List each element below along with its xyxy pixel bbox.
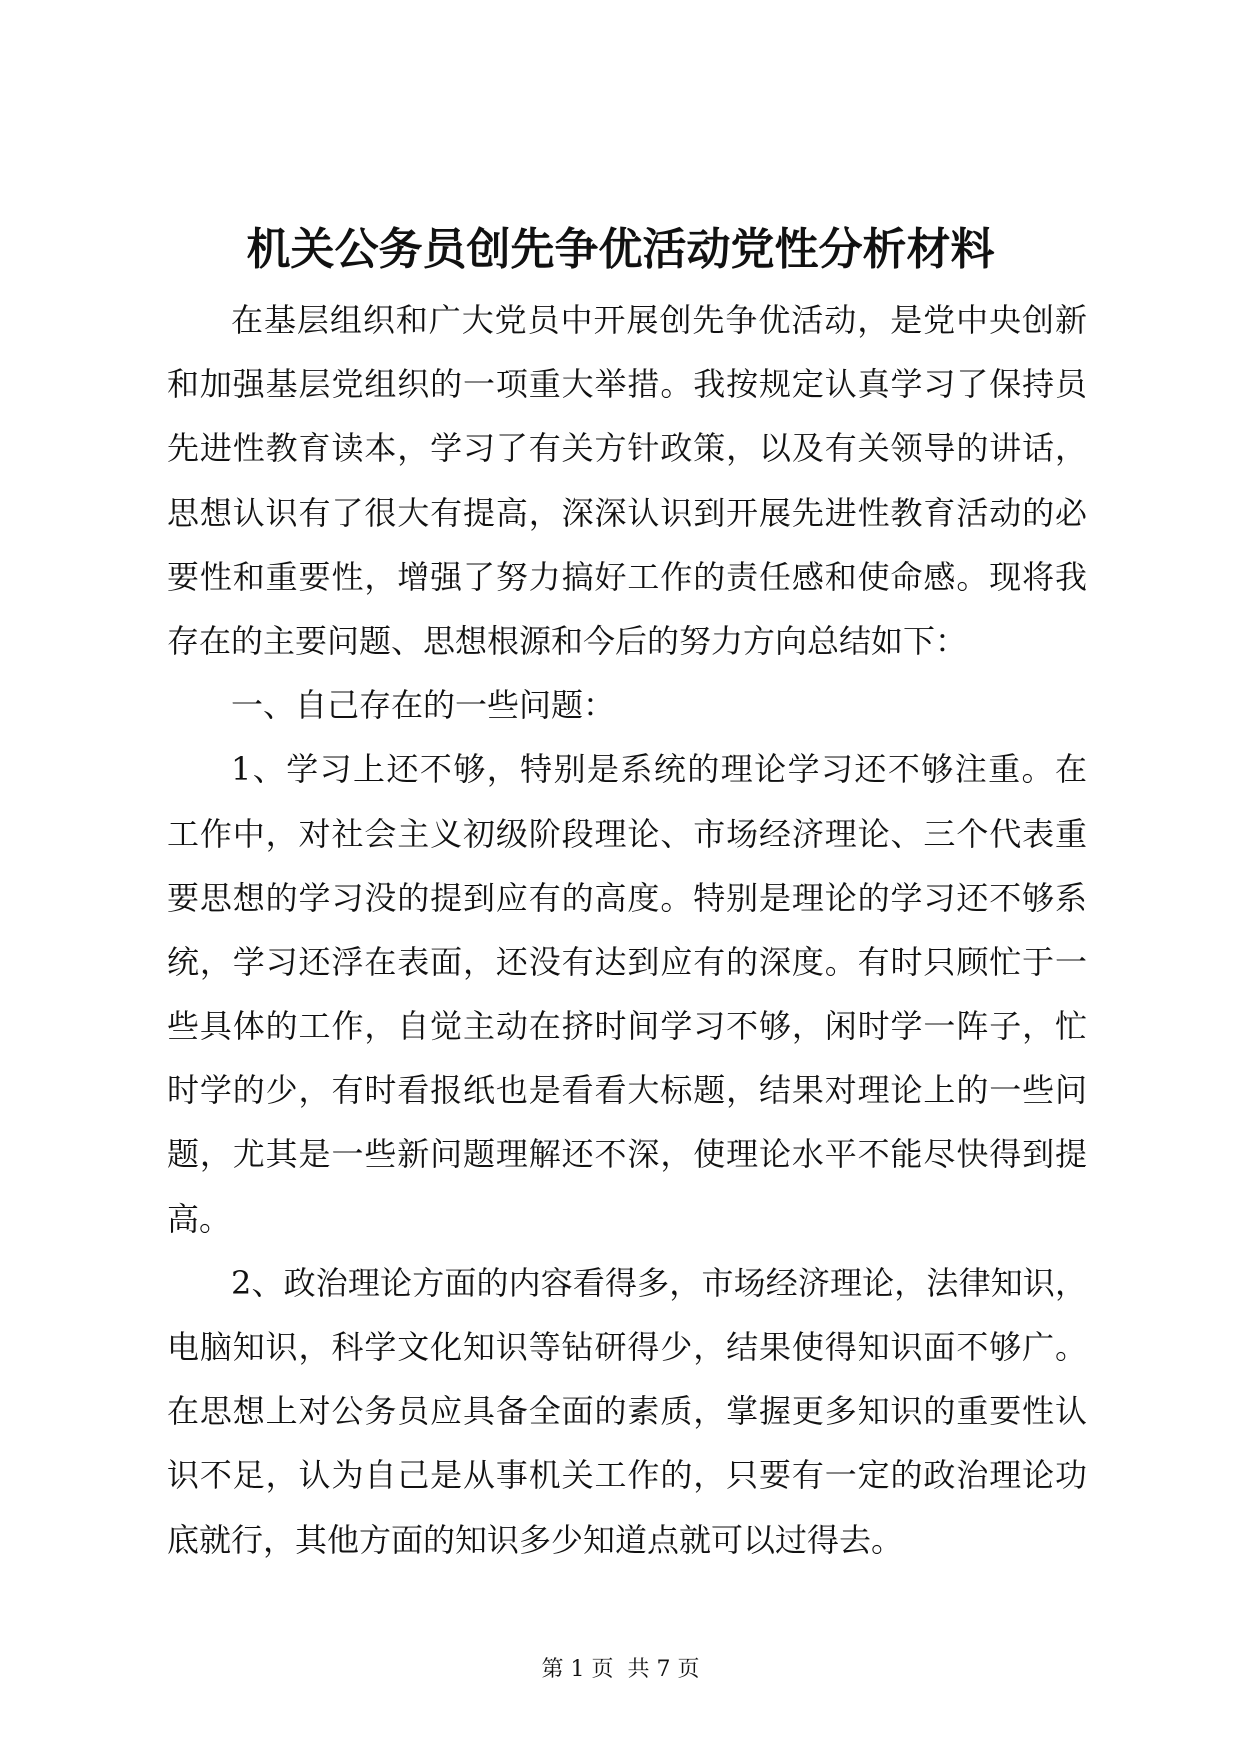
paragraph-line: 先进性教育读本，学习了有关方针政策，以及有关领导的讲话， [167,429,1087,468]
document-body [167,288,1087,1572]
paragraph-line: 底就行，其他方面的知识多少知道点就可以过得去。 [167,1520,904,1559]
paragraph-line: 思想认识有了很大有提高，深深认识到开展先进性教育活动的必 [167,493,1087,532]
paragraph-line: 时学的少，有时看报纸也是看看大标题，结果对理论上的一些问 [167,1071,1087,1110]
paragraph-line: 高。 [167,1199,232,1238]
paragraph-line: 和加强基层党组织的一项重大举措。我按规定认真学习了保持员 [167,365,1087,404]
paragraph-line: 识不足，认为自己是从事机关工作的，只要有一定的政治理论功 [167,1456,1087,1495]
paragraph-line: 统，学习还浮在表面，还没有达到应有的深度。有时只顾忙于一 [167,942,1087,981]
paragraph-line: 要性和重要性，增强了努力搞好工作的责任感和使命感。现将我 [167,557,1087,596]
paragraph-line: 工作中，对社会主义初级阶段理论、市场经济理论、三个代表重 [167,814,1087,853]
paragraph-line: 在基层组织和广大党员中开展创先争优活动，是党中央创新 [231,301,1087,339]
paragraph-line: 题，尤其是一些新问题理解还不深，使理论水平不能尽快得到提 [167,1135,1087,1174]
paragraph-line: 在思想上对公务员应具备全面的素质，掌握更多知识的重要性认 [167,1392,1087,1431]
section-heading: 一、自己存在的一些问题： [231,686,616,725]
document-title: 机关公务员创先争优活动党性分析材料 [246,224,995,275]
paragraph-line: 些具体的工作，自觉主动在挤时间学习不够，闲时学一阵子，忙 [167,1007,1087,1046]
page-number-footer: 第 1 页 共 7 页 [541,1657,700,1682]
paragraph-line: 电脑知识，科学文化知识等钻研得少，结果使得知识面不够广。 [167,1328,1087,1366]
paragraph-line: 要思想的学习没的提到应有的高度。特别是理论的学习还不够系 [167,878,1087,917]
paragraph-line: 1、学习上还不够，特别是系统的理论学习还不够注重。在 [231,750,1087,789]
paragraph-line: 2、政治理论方面的内容看得多，市场经济理论，法律知识， [231,1263,1087,1302]
paragraph-line: 存在的主要问题、思想根源和今后的努力方向总结如下： [167,621,968,660]
